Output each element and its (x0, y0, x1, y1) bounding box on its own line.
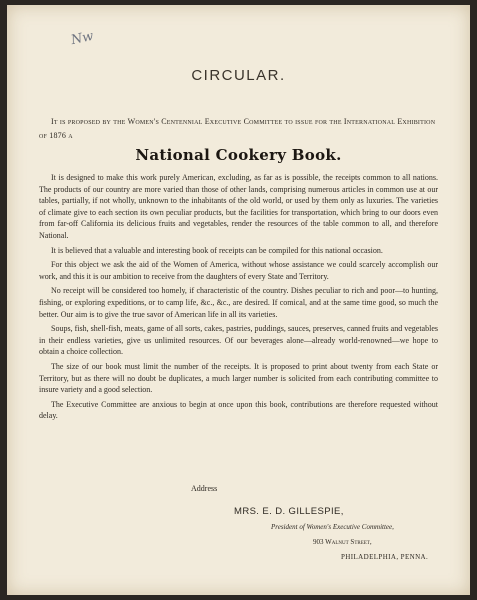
address-label: Address (191, 484, 218, 493)
paragraph: The size of our book must limit the number of the receipts. It is proposed to print about twenty from each State or Territory, but as there will no doubt be duplicates, a much larger number is solicited from each contributing committee to insure variety and a good selection. (39, 361, 438, 395)
circular-document (7, 5, 470, 595)
paragraph: It is believed that a valuable and interesting book of receipts can be compiled for this national occasion. (51, 245, 383, 255)
handwritten-annotation: Nw (69, 28, 95, 49)
book-title: National Cookery Book. (135, 146, 342, 164)
paragraph: Soups, fish, shell-fish, meats, game of all sorts, cakes, pastries, puddings, sauces, preserves, canned fruits and vegetables in their endless varieties, give us unlimited resources. Of our beverages alone—already world-renowned—we hope to obtain a choice collection. (39, 324, 438, 357)
intro-text (39, 115, 438, 143)
paragraph: The Executive Committee are anxious to begin at once upon this book, contributions are therefore requested without delay. (39, 399, 438, 421)
paragraph: It is designed to make this work purely American, excluding, as far as is possible, the receipts common to all nations. The products of our country are more varied than those of other lands, comprising numerous articles in common use at our tables, partially, if not wholly, unknown to the inhabitants of the old world, or used by them only as luxuries. The varieties of climate give to each section its own peculiar products, but the facilities for transportation, which bring to our doors even from far-off California its delicious fruits and vegetables, render the resources of the table common to all, and therefore National. (39, 173, 438, 240)
signature-role: President of Women's Executive Committee, (271, 523, 394, 531)
signature-city: PHILADELPHIA, PENNA. (341, 553, 429, 561)
paragraph: For this object we ask the aid of the Women of America, without whose assistance we could scarcely accomplish our work, and this it is our ambition to receive from the daughters of every State and Territory. (39, 260, 438, 281)
signature-name: MRS. E. D. GILLESPIE, (234, 506, 344, 517)
paragraph: No receipt will be considered too homely, if characteristic of the country. Dishes peculiar to rich and poor—to hunting, fishing, or exploring expeditions, or to camp life, &c., &c., are desired. If comical, and at the same time good, so much the better. Our aim is to give the true savor of American life in all its varieties. (39, 286, 438, 319)
intro-sentence: It is proposed by the Women's Centennial Executive Committee to issue for the International Exhibition of 1876 a (39, 117, 436, 140)
signature-street: 903 Walnut Street, (313, 538, 372, 546)
body-text (39, 172, 438, 425)
document-title: CIRCULAR. (191, 67, 286, 84)
